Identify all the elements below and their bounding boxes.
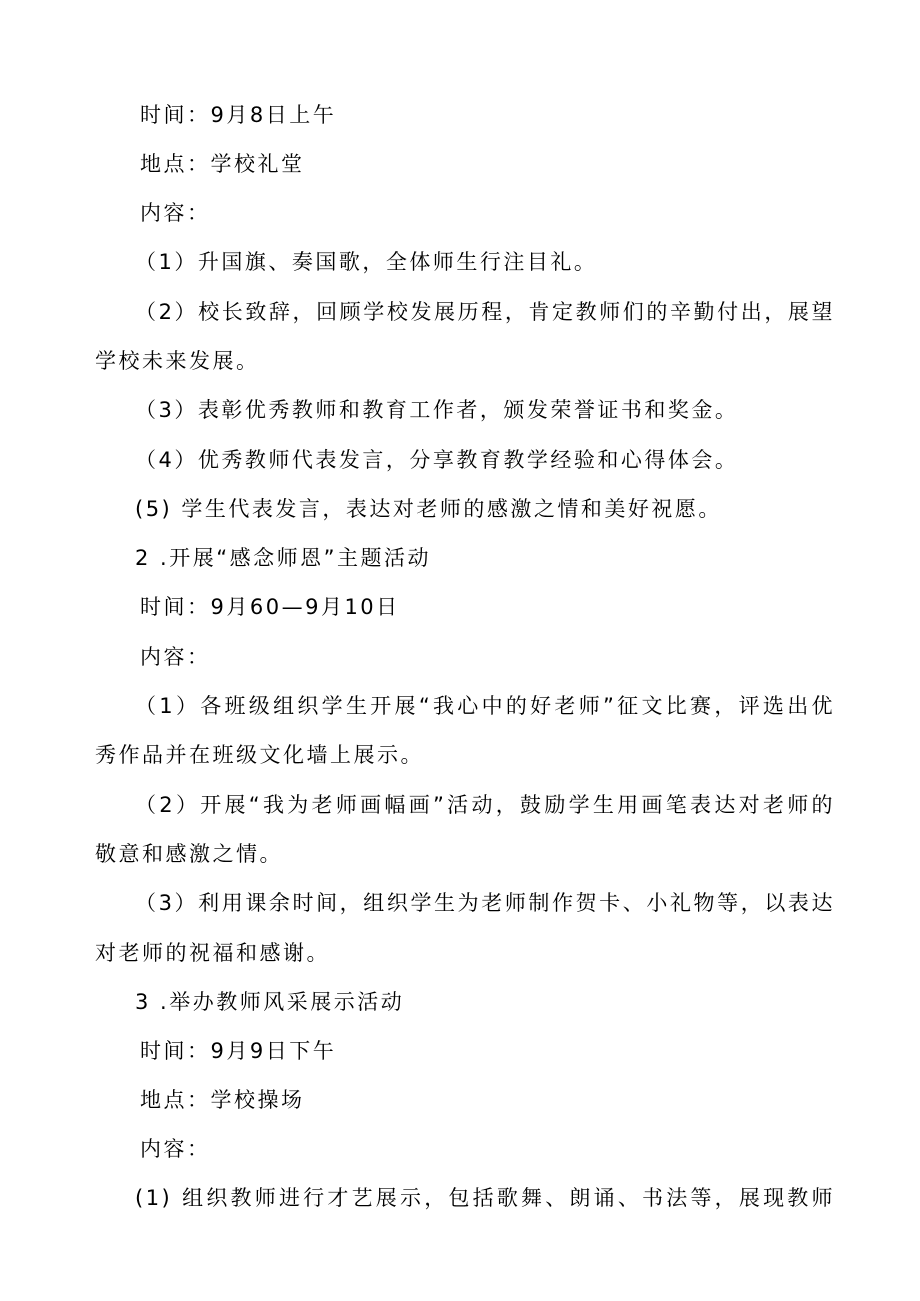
- section1-item2-line2: 学校未来发展。: [95, 349, 260, 373]
- section1-place: 地点：学校礼堂: [140, 152, 305, 176]
- section1-content-label: 内容：: [140, 201, 211, 225]
- section2-content-label: 内容：: [140, 645, 211, 669]
- section1-item4: （4）优秀教师代表发言，分享教育教学经验和心得体会。: [135, 448, 739, 472]
- section2-item1-line1: （1）各班级组织学生开展“我心中的好老师”征文比赛，评选出优: [135, 694, 835, 718]
- section2-item3-line2: 对老师的祝福和感谢。: [95, 941, 330, 965]
- section2-heading: 2 .开展“感念师恩”主题活动: [135, 546, 431, 570]
- section1-item1: （1）升国旗、奏国歌，全体师生行注目礼。: [135, 250, 598, 274]
- section1-item5: (5) 学生代表发言，表达对老师的感激之情和美好祝愿。: [135, 497, 722, 521]
- section3-content-label: 内容：: [140, 1137, 211, 1161]
- section2-item3-line1: （3）利用课余时间，组织学生为老师制作贺卡、小礼物等，以表达: [135, 891, 835, 915]
- section3-time: 时间：9月9日下午: [140, 1039, 337, 1063]
- section2-item2-line1: （2）开展“我为老师画幅画”活动，鼓励学生用画笔表达对老师的: [135, 793, 835, 817]
- section2-item2-line2: 敬意和感激之情。: [95, 842, 283, 866]
- section2-time: 时间：9月60—9月10日: [140, 595, 400, 619]
- section3-heading: 3 .举办教师风采展示活动: [135, 990, 405, 1014]
- section3-place: 地点：学校操场: [140, 1088, 305, 1112]
- section1-time: 时间：9月8日上午: [140, 103, 337, 127]
- section1-item3: （3）表彰优秀教师和教育工作者，颁发荣誉证书和奖金。: [135, 398, 739, 422]
- section1-item2-line1: （2）校长致辞，回顾学校发展历程，肯定教师们的辛勤付出，展望: [135, 300, 835, 324]
- section3-item1-line1: (1) 组织教师进行才艺展示，包括歌舞、朗诵、书法等，展现教师: [135, 1186, 835, 1210]
- section2-item1-line2: 秀作品并在班级文化墙上展示。: [95, 743, 424, 767]
